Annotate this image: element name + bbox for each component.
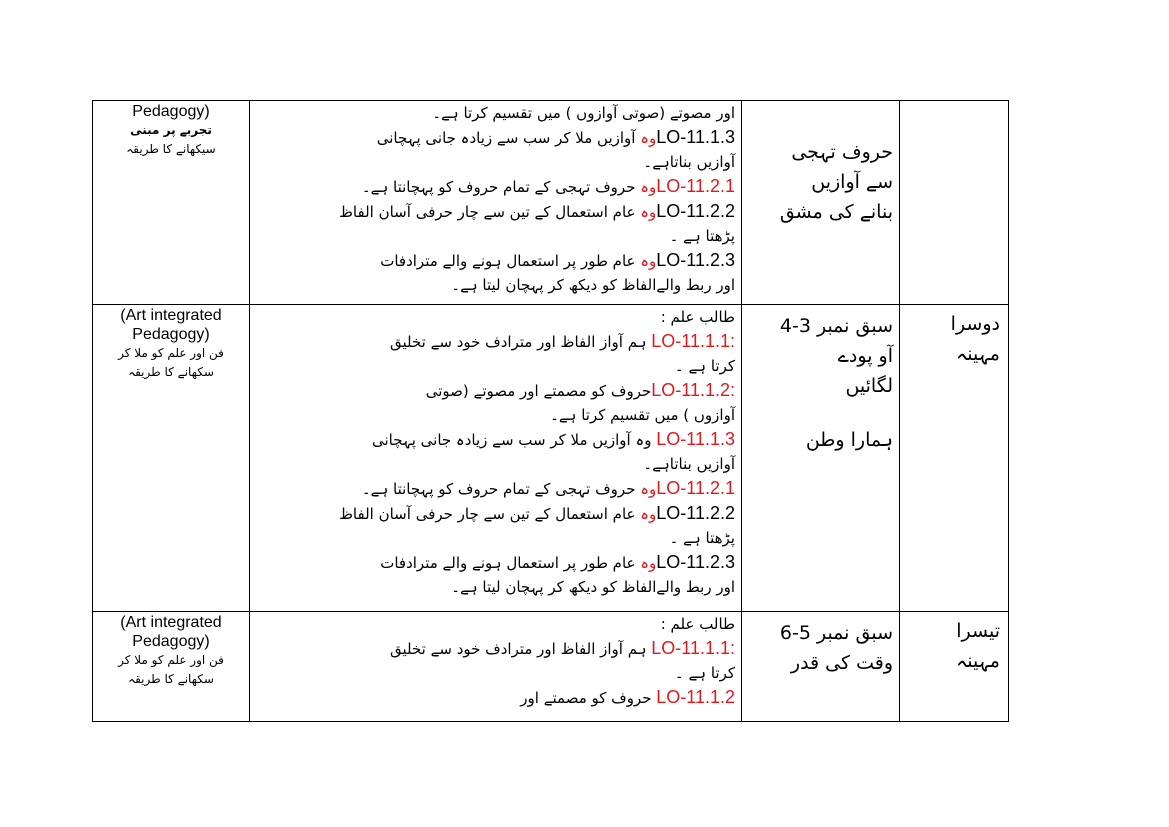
table-row xyxy=(93,305,1009,612)
pedagogy-urdu-bold: تجربے پر مبنی xyxy=(130,123,212,137)
month-label: دوسرا xyxy=(950,313,1000,335)
pedagogy-cell xyxy=(93,612,250,722)
lo-text: عام طور پر استعمال ہونے والے مترادفات xyxy=(380,554,641,572)
lo-text: آوازیں بناتاہے۔ xyxy=(643,455,735,473)
lo-text: آوازیں بناتاہے۔ xyxy=(643,153,735,171)
pedagogy-label: (Art integrated xyxy=(120,614,222,631)
lo-code: LO-11.2.2 xyxy=(656,503,735,523)
pedagogy-label: (Art integrated xyxy=(120,307,222,324)
lo-text: ہم آواز الفاظ اور مترادف خود سے تخلیق xyxy=(389,333,652,351)
lo-code: LO-11.1.2: xyxy=(651,380,735,400)
lo-text: عام استعمال کے تین سے چار حرفی آسان الفاظ xyxy=(339,505,641,523)
lesson-title: ہمارا وطن xyxy=(805,429,893,451)
lo-subject-marker: وہ xyxy=(640,554,657,572)
lo-text: کرتا ہے ۔ xyxy=(674,357,735,375)
learning-outcome-line xyxy=(256,199,735,224)
lo-text: طالب علم : xyxy=(660,615,735,633)
lo-code: LO-11.1.3 xyxy=(656,127,735,147)
lo-text: پڑھتا ہے ۔ xyxy=(669,227,735,245)
learning-outcome-line xyxy=(256,452,735,476)
lo-subject-marker: وہ xyxy=(640,252,657,270)
learning-outcome-line xyxy=(256,305,735,329)
lo-code: LO-11.1.1: xyxy=(651,331,735,351)
learning-outcome-line xyxy=(256,248,735,273)
pedagogy-cell xyxy=(93,305,250,612)
learning-outcome-line xyxy=(256,174,735,199)
lesson-line: سے آوازیں xyxy=(811,171,893,193)
lo-text: طالب علم : xyxy=(660,308,735,326)
lo-text: حروف تہجی کے تمام حروف کو پہچانتا ہے۔ xyxy=(361,178,641,196)
lo-code: LO-11.1.3 xyxy=(656,429,735,449)
learning-outcomes-cell xyxy=(250,612,742,722)
learning-outcome-line xyxy=(256,125,735,150)
month-label xyxy=(900,101,1008,105)
lo-text: حروف کو مصمتے اور مصوتے (صوتی xyxy=(425,382,652,400)
lo-text: آوازیں ملا کر سب سے زیادہ جانی پہچانی xyxy=(376,129,641,147)
learning-outcome-line xyxy=(256,550,735,575)
pedagogy-cell xyxy=(93,101,250,305)
learning-outcome-line xyxy=(256,378,735,403)
learning-outcome-line xyxy=(256,526,735,550)
month-label: تیسرا xyxy=(956,620,1000,642)
learning-outcome-line xyxy=(256,101,735,125)
lo-text: حروف کو مصمتے اور xyxy=(520,689,657,707)
lo-text: کرتا ہے ۔ xyxy=(674,664,735,682)
lo-text: عام طور پر استعمال ہونے والے مترادفات xyxy=(380,252,641,270)
lo-text: ہم آواز الفاظ اور مترادف خود سے تخلیق xyxy=(389,640,652,658)
lo-code: LO-11.2.3 xyxy=(656,250,735,270)
lesson-number: سبق نمبر 3-4 xyxy=(779,315,893,337)
month-cell xyxy=(900,305,1009,612)
learning-outcomes xyxy=(250,612,741,710)
learning-outcomes-cell xyxy=(250,305,742,612)
lo-subject-marker: وہ xyxy=(640,129,657,147)
lo-code: LO-11.2.1 xyxy=(656,176,735,196)
learning-outcomes xyxy=(250,305,741,599)
lo-text: حروف تہجی کے تمام حروف کو پہچانتا ہے۔ xyxy=(361,480,641,498)
lesson-cell xyxy=(742,101,900,305)
learning-outcome-line xyxy=(256,575,735,599)
lesson-cell xyxy=(742,305,900,612)
month-cell xyxy=(900,612,1009,722)
learning-outcome-line xyxy=(256,476,735,501)
learning-outcome-line xyxy=(256,403,735,427)
lesson-number: سبق نمبر 5-6 xyxy=(779,622,893,644)
learning-outcome-line xyxy=(256,224,735,248)
pedagogy-label: Pedagogy) xyxy=(132,326,210,343)
learning-outcome-line xyxy=(256,661,735,685)
table-row xyxy=(93,612,1009,722)
lo-text: اور مصوتے (صوتی آوازوں ) میں تقسیم کرتا ہے۔ xyxy=(432,104,735,122)
learning-outcomes xyxy=(250,101,741,297)
pedagogy-urdu: سکھانے کا طریقہ xyxy=(128,672,214,686)
lesson-title: وقت کی قدر xyxy=(790,652,893,674)
learning-outcomes-cell xyxy=(250,101,742,305)
lesson-title: لگائیں xyxy=(845,375,893,397)
lo-subject-marker: وہ xyxy=(640,203,657,221)
lo-code: LO-11.2.2 xyxy=(656,201,735,221)
learning-outcome-line xyxy=(256,427,735,452)
month-cell xyxy=(900,101,1009,305)
learning-outcome-line xyxy=(256,150,735,174)
month-label: مہینہ xyxy=(956,650,1000,672)
lo-code: LO-11.1.2 xyxy=(656,687,735,707)
lesson-line: حروف تہجی xyxy=(791,141,893,163)
lo-text: پڑھتا ہے ۔ xyxy=(669,529,735,547)
pedagogy-urdu: فن اور علم کو ملا کر xyxy=(118,346,224,360)
learning-outcome-line xyxy=(256,636,735,661)
lesson-title: آو پودے xyxy=(837,345,893,367)
learning-outcome-line xyxy=(256,329,735,354)
lesson-cell xyxy=(742,612,900,722)
lo-subject-marker: وہ xyxy=(640,178,657,196)
lesson-line: بنانے کی مشق xyxy=(779,201,893,223)
month-label: مہینہ xyxy=(956,343,1000,365)
pedagogy-urdu: سیکھانے کا طریقہ xyxy=(126,142,216,156)
learning-outcome-line xyxy=(256,685,735,710)
lo-text: وہ آوازیں ملا کر سب سے زیادہ جانی پہچانی xyxy=(371,431,657,449)
lo-code: LO-11.1.1: xyxy=(651,638,735,658)
lo-code: LO-11.2.1 xyxy=(656,478,735,498)
curriculum-table xyxy=(92,100,1009,722)
pedagogy-label: Pedagogy) xyxy=(132,633,210,650)
lo-text: اور ربط والےالفاظ کو دیکھ کر پہچان لیتا ہے۔ xyxy=(451,276,735,294)
pedagogy-urdu: فن اور علم کو ملا کر xyxy=(118,653,224,667)
pedagogy-urdu: سکھانے کا طریقہ xyxy=(128,365,214,379)
lo-text: عام استعمال کے تین سے چار حرفی آسان الفاظ xyxy=(339,203,641,221)
lo-subject-marker: وہ xyxy=(640,505,657,523)
learning-outcome-line xyxy=(256,501,735,526)
learning-outcome-line xyxy=(256,354,735,378)
pedagogy-label: Pedagogy) xyxy=(132,103,210,120)
learning-outcome-line xyxy=(256,612,735,636)
learning-outcome-line xyxy=(256,273,735,297)
lo-code: LO-11.2.3 xyxy=(656,552,735,572)
lo-subject-marker: وہ xyxy=(640,480,657,498)
table-row xyxy=(93,101,1009,305)
lo-text: آوازوں ) میں تقسیم کرتا ہے۔ xyxy=(550,406,735,424)
lo-text: اور ربط والےالفاظ کو دیکھ کر پہچان لیتا ہے۔ xyxy=(451,578,735,596)
